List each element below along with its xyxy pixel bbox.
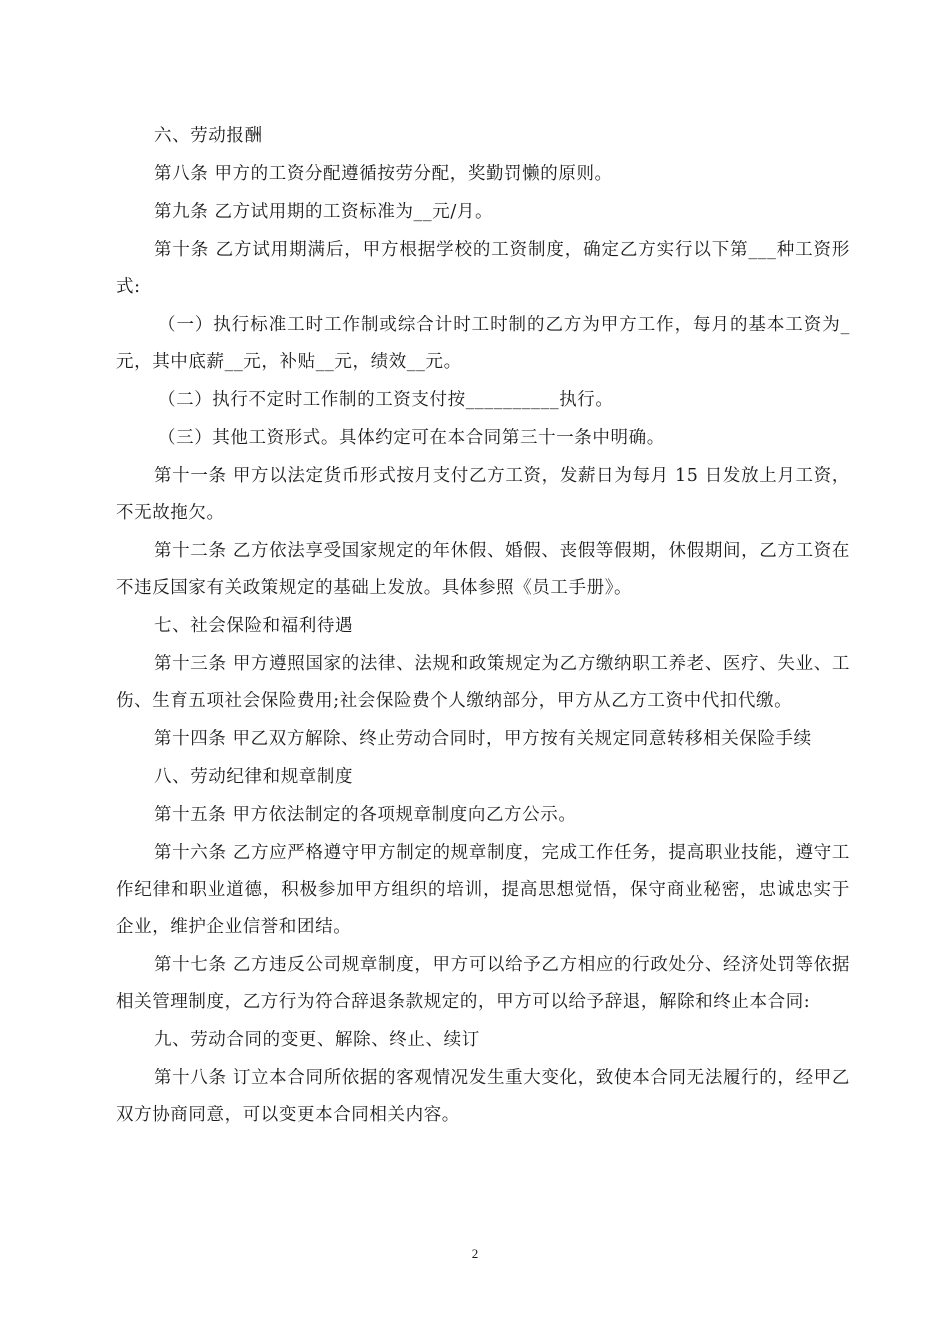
section-heading-8: 八、劳动纪律和规章制度	[154, 767, 354, 787]
article-13: 第十三条 甲方遵照国家的法律、法规和政策规定为乙方缴纳职工养老、医疗、失业、工伤、生育五项社会保险费用;社会保险费个人缴纳部分，甲方从乙方工资中代扣代缴。	[116, 654, 850, 711]
wage-form-2: （二）执行不定时工作制的工资支付按__________执行。	[158, 390, 614, 410]
article-12: 第十二条 乙方依法享受国家规定的年休假、婚假、丧假等假期，休假期间，乙方工资在不违反国家有关政策规定的基础上发放。具体参照《员工手册》。	[116, 541, 850, 598]
article-14: 第十四条 甲乙双方解除、终止劳动合同时，甲方按有关规定同意转移相关保险手续	[154, 729, 812, 749]
article-18: 第十八条 订立本合同所依据的客观情况发生重大变化，致使本合同无法履行的，经甲乙双方协商同意，可以变更本合同相关内容。	[116, 1068, 850, 1125]
article-10: 第十条 乙方试用期满后，甲方根据学校的工资制度，确定乙方实行以下第___种工资形式:	[116, 240, 850, 297]
wage-form-3: （三）其他工资形式。具体约定可在本合同第三十一条中明确。	[158, 428, 665, 448]
article-17: 第十七条 乙方违反公司规章制度，甲方可以给予乙方相应的行政处分、经济处罚等依据相关管理制度，乙方行为符合辞退条款规定的，甲方可以给予辞退，解除和终止本合同:	[116, 955, 850, 1012]
article-9: 第九条 乙方试用期的工资标准为__元/月。	[154, 202, 494, 222]
page-number: 2	[471, 1246, 479, 1261]
document-body	[116, 118, 850, 1135]
wage-form-1: （一）执行标准工时工作制或综合计时工时制的乙方为甲方工作，每月的基本工资为_元，其中底薪__元，补贴__元，绩效__元。	[116, 315, 850, 372]
article-8: 第八条 甲方的工资分配遵循按劳分配，奖勤罚懒的原则。	[154, 164, 613, 184]
section-heading-7: 七、社会保险和福利待遇	[154, 616, 354, 636]
article-15: 第十五条 甲方依法制定的各项规章制度向乙方公示。	[154, 805, 577, 825]
article-16: 第十六条 乙方应严格遵守甲方制定的规章制度，完成工作任务，提高职业技能，遵守工作纪律和职业道德，积极参加甲方组织的培训，提高思想觉悟，保守商业秘密，忠诚忠实于企业，维护企业信誉和团结。	[116, 843, 850, 937]
article-11: 第十一条 甲方以法定货币形式按月支付乙方工资，发薪日为每月 15 日发放上月工资，不无故拖欠。	[116, 466, 850, 523]
section-heading-9: 九、劳动合同的变更、解除、终止、续订	[154, 1030, 480, 1050]
section-heading-6: 六、劳动报酬	[154, 126, 263, 146]
